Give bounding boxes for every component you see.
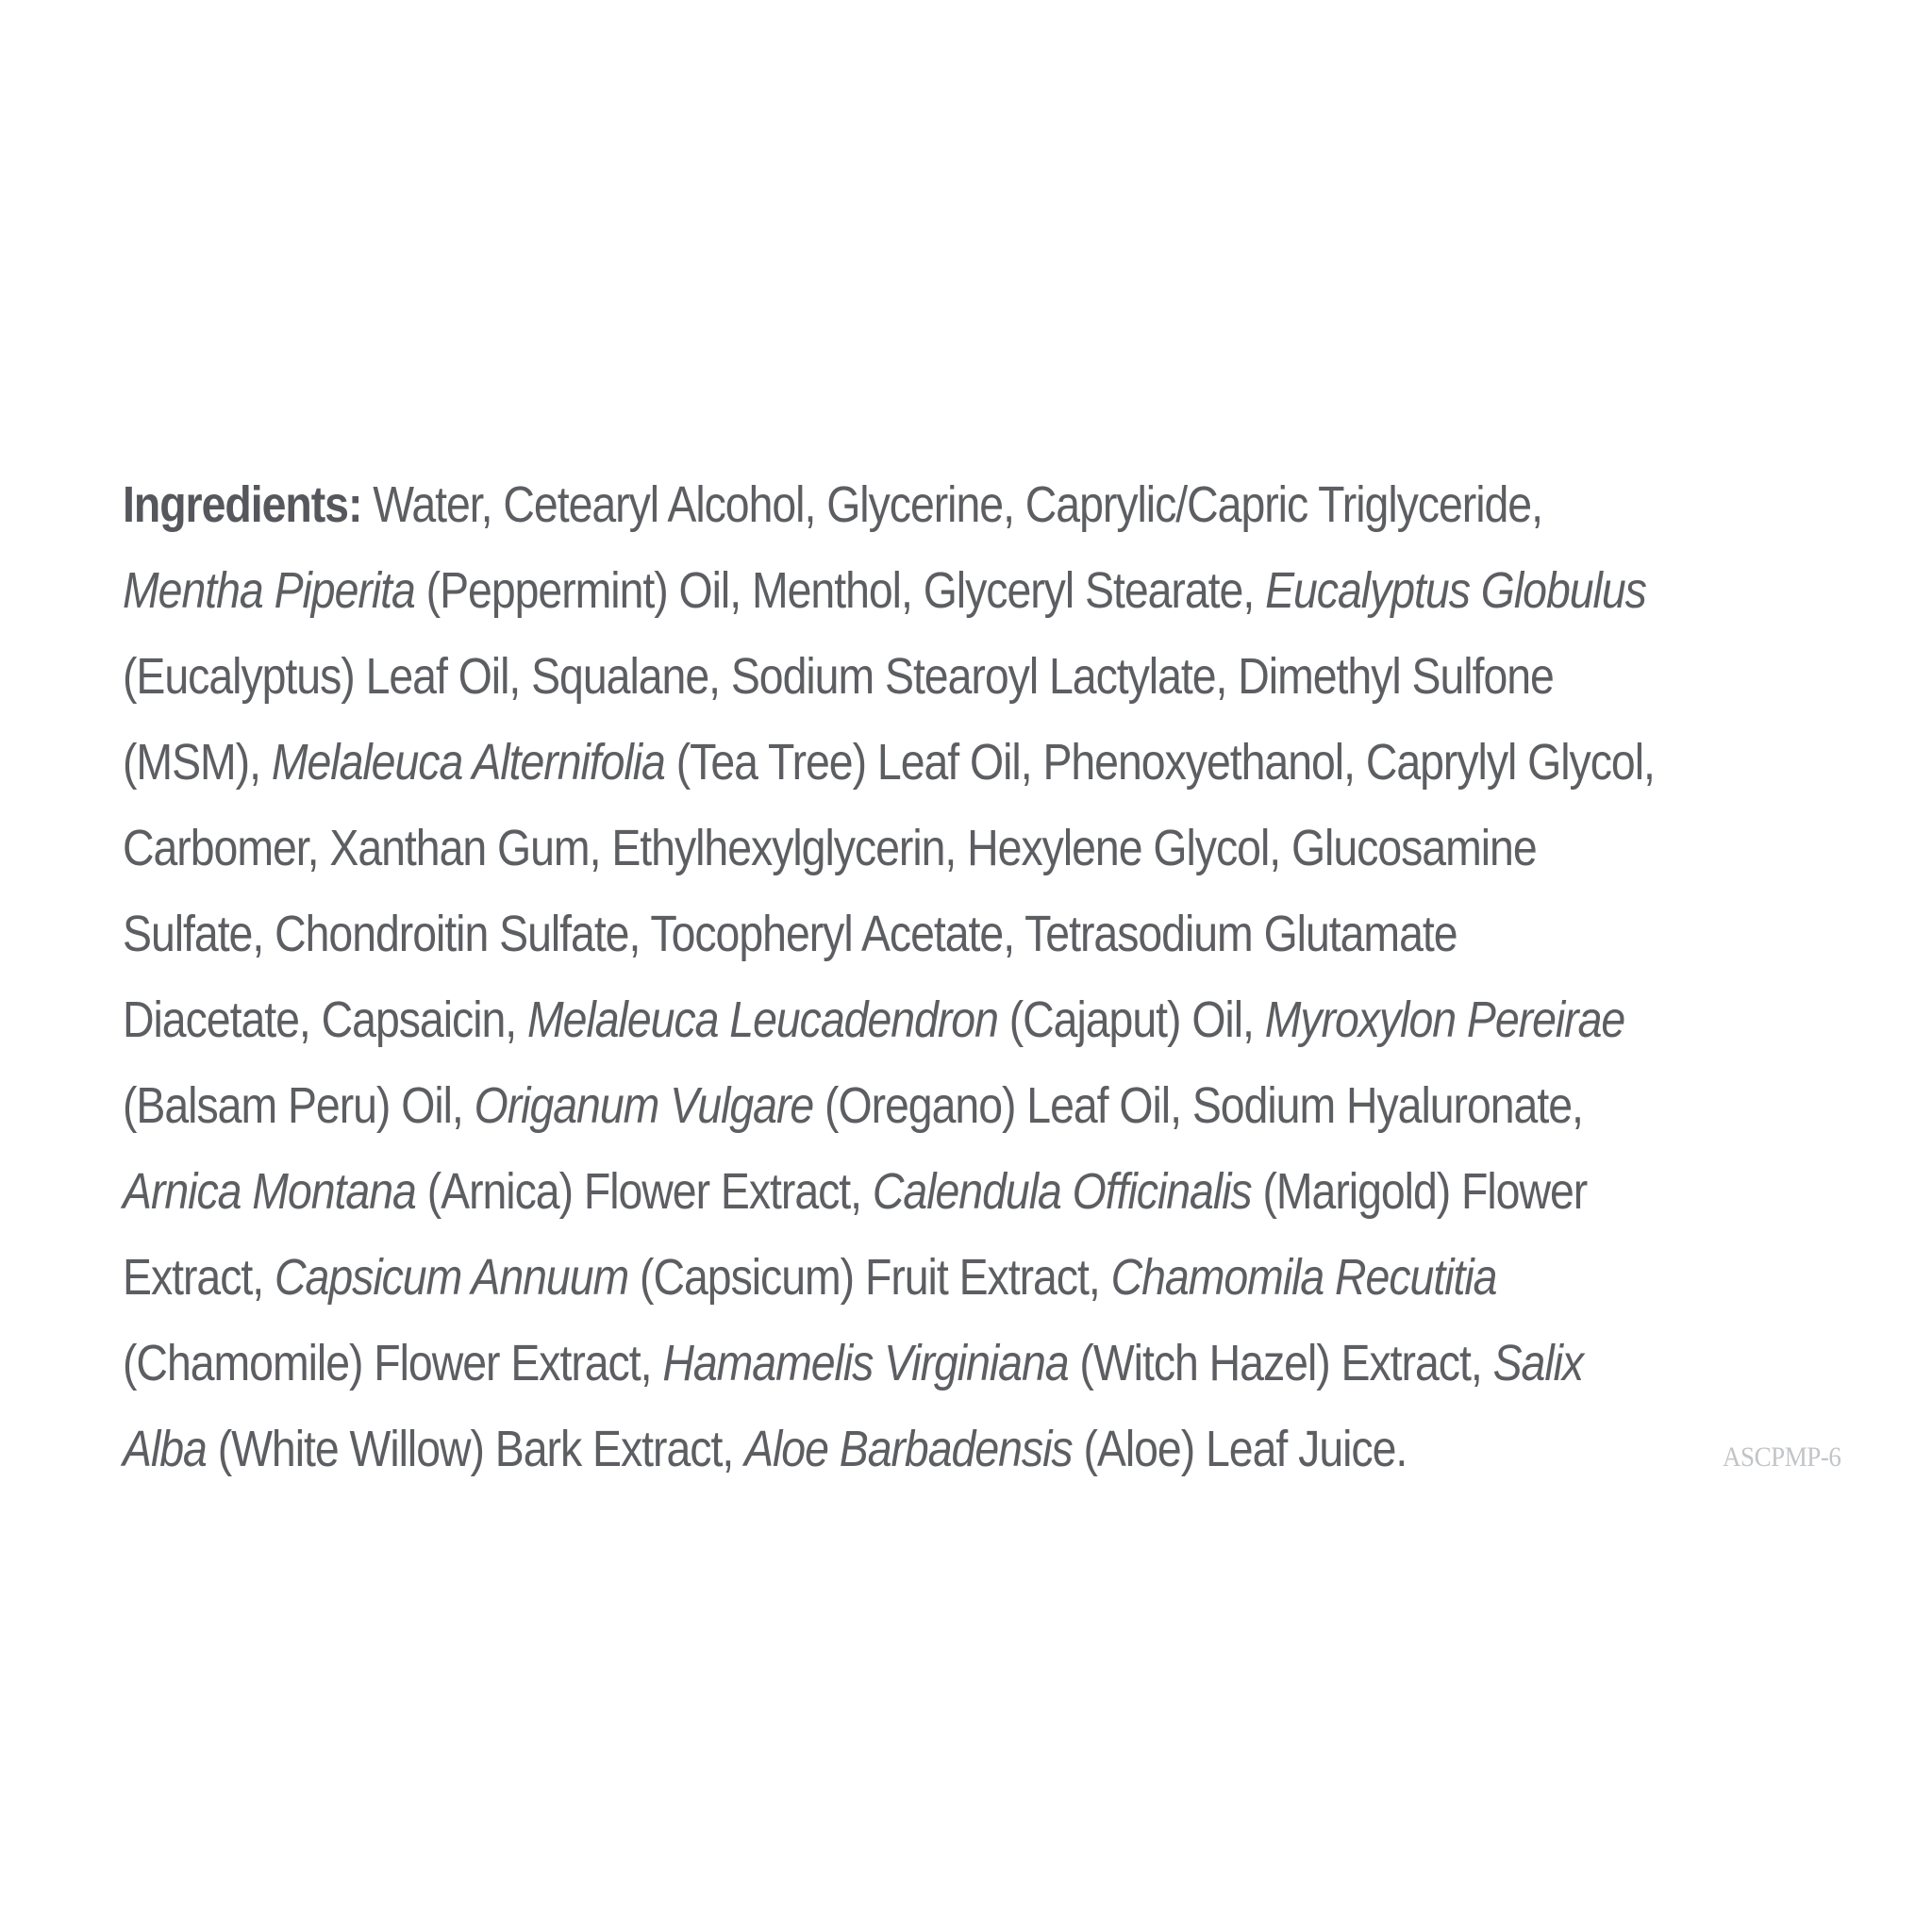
botanical-name: Chamomila Recutitia bbox=[1110, 1249, 1497, 1306]
ingredients-text: (Balsam Peru) Oil, bbox=[123, 1077, 475, 1134]
product-code: ASCPMP-6 bbox=[1723, 1441, 1841, 1473]
ingredients-label: Ingredients: bbox=[123, 476, 362, 533]
ingredients-line bbox=[123, 1149, 1588, 1235]
ingredients-list bbox=[123, 462, 1821, 1492]
ingredients-text: (Witch Hazel) Extract, bbox=[1068, 1335, 1493, 1391]
ingredients-text: Carbomer, Xanthan Gum, Ethylhexylglycerin, Hexylene Glycol, Glucosamine bbox=[123, 820, 1537, 876]
botanical-name: Aloe Barbadensis bbox=[744, 1421, 1073, 1477]
ingredients-text: (Marigold) Flower bbox=[1251, 1163, 1588, 1220]
botanical-name: Capsicum Annuum bbox=[275, 1249, 629, 1306]
ingredients-text: Sulfate, Chondroitin Sulfate, Tocopheryl Acetate, Tetrasodium Glutamate bbox=[123, 906, 1457, 962]
ingredients-line bbox=[123, 720, 1655, 806]
ingredients-line bbox=[123, 634, 1583, 720]
ingredients-text: (Arnica) Flower Extract, bbox=[415, 1163, 873, 1220]
ingredients-line bbox=[123, 462, 1583, 548]
botanical-name: Melaleuca Alternifolia bbox=[271, 734, 665, 791]
ingredients-line bbox=[123, 1321, 1583, 1407]
ingredients-text: (Cajaput) Oil, bbox=[997, 991, 1265, 1048]
ingredients-text: (Chamomile) Flower Extract, bbox=[123, 1335, 663, 1391]
ingredients-text: (Peppermint) Oil, Menthol, Glyceryl Stearate, bbox=[414, 562, 1266, 619]
botanical-name: Arnica Montana bbox=[123, 1163, 416, 1220]
botanical-name: Alba bbox=[123, 1421, 207, 1477]
ingredients-text: (MSM), bbox=[123, 734, 272, 791]
ingredients-text: (White Willow) Bark Extract, bbox=[206, 1421, 745, 1477]
ingredients-text: (Oregano) Leaf Oil, Sodium Hyaluronate, bbox=[813, 1077, 1583, 1134]
ingredients-text: (Tea Tree) Leaf Oil, Phenoxyethanol, Caprylyl Glycol, bbox=[664, 734, 1655, 791]
ingredients-line bbox=[123, 1063, 1583, 1149]
ingredients-line bbox=[123, 1407, 1583, 1492]
botanical-name: Hamamelis Virginiana bbox=[662, 1335, 1069, 1391]
ingredients-line bbox=[123, 1235, 1583, 1321]
ingredients-text: Water, Cetearyl Alcohol, Glycerine, Caprylic/Capric Triglyceride, bbox=[361, 476, 1542, 533]
ingredients-line bbox=[123, 891, 1583, 977]
botanical-name: Myroxylon Pereirae bbox=[1264, 991, 1625, 1048]
botanical-name: Melaleuca Leucadendron bbox=[527, 991, 998, 1048]
ingredients-line bbox=[123, 977, 1625, 1063]
ingredients-text: (Eucalyptus) Leaf Oil, Squalane, Sodium Stearoyl Lactylate, Dimethyl Sulfone bbox=[123, 648, 1554, 705]
ingredients-line bbox=[123, 548, 1646, 634]
botanical-name: Salix bbox=[1492, 1335, 1584, 1391]
ingredients-text: Extract, bbox=[123, 1249, 275, 1306]
botanical-name: Eucalyptus Globulus bbox=[1265, 562, 1646, 619]
botanical-name: Calendula Officinalis bbox=[872, 1163, 1252, 1220]
ingredients-text: (Capsicum) Fruit Extract, bbox=[628, 1249, 1111, 1306]
botanical-name: Origanum Vulgare bbox=[474, 1077, 814, 1134]
ingredients-text: Diacetate, Capsaicin, bbox=[123, 991, 528, 1048]
botanical-name: Mentha Piperita bbox=[123, 562, 415, 619]
ingredients-text: (Aloe) Leaf Juice. bbox=[1072, 1421, 1407, 1477]
ingredients-line bbox=[123, 806, 1583, 891]
